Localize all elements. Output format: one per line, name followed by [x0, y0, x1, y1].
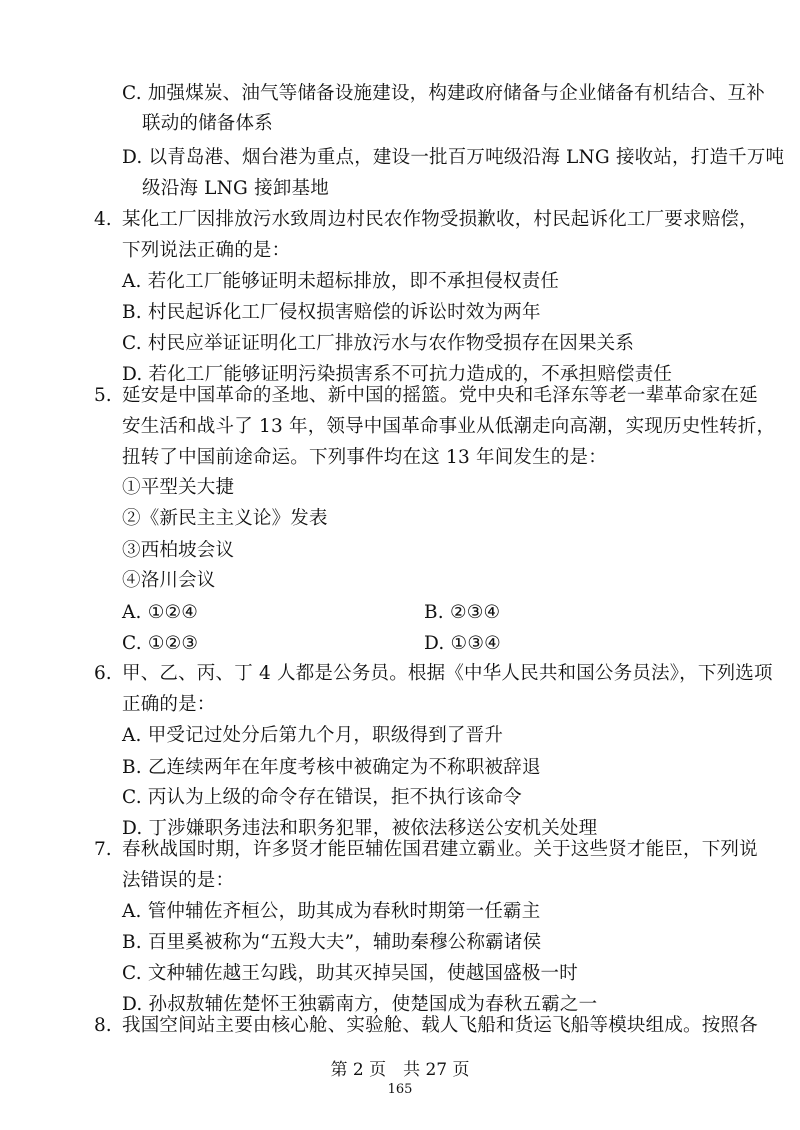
q5-option-b: B. ②③④ [424, 602, 501, 623]
q5-option-d: D. ①③④ [424, 633, 501, 654]
q7-option-b: B. 百里奚被称为“五羖大夫”，辅助秦穆公称霸诸侯 [122, 932, 542, 953]
q6-option-a: A. 甲受记过处分后第九个月，职级得到了晋升 [122, 725, 504, 746]
q4-option-a: A. 若化工厂能够证明未超标排放，即不承担侵权责任 [122, 271, 560, 292]
q3-option-d-line1: D. 以青岛港、烟台港为重点，建设一批百万吨级沿海 LNG 接收站，打造千万吨 [122, 147, 785, 168]
q5-number: 5. [94, 385, 112, 406]
q6-stem-line2: 正确的是： [122, 694, 216, 715]
q7-option-d: D. 孙叔敖辅佐楚怀王独霸南方，使楚国成为春秋五霸之一 [122, 994, 598, 1015]
q4-option-d: D. 若化工厂能够证明污染损害系不可抗力造成的，不承担赔偿责任 [122, 364, 673, 385]
q4-number: 4. [94, 209, 112, 230]
q4-stem-line1: 某化工厂因排放污水致周边村民农作物受损歉收，村民起诉化工厂要求赔偿， [122, 209, 758, 230]
q5-stem-line1: 延安是中国革命的圣地、新中国的摇篮。党中央和毛泽东等老一辈革命家在延 [122, 385, 758, 406]
q8-stem-line1: 我国空间站主要由核心舱、实验舱、载人飞船和货运飞船等模块组成。按照各 [122, 1015, 758, 1036]
q7-option-a: A. 管仲辅佐齐桓公，助其成为春秋时期第一任霸主 [122, 901, 541, 922]
q5-item-4: ④洛川会议 [122, 570, 216, 591]
q5-item-1: ①平型关大捷 [122, 477, 235, 498]
q3-option-c-line2: 联动的储备体系 [142, 113, 273, 134]
q7-option-c: C. 文种辅佐越王勾践，助其灭掉吴国，使越国盛极一时 [122, 963, 578, 984]
q7-stem-line2: 法错误的是： [122, 870, 235, 891]
q4-stem-line2: 下列说法正确的是： [122, 240, 291, 261]
q6-stem-line1: 甲、乙、丙、丁 4 人都是公务员。根据《中华人民共和国公务员法》，下列选项 [122, 663, 773, 684]
q6-option-b: B. 乙连续两年在年度考核中被确定为不称职被辞退 [122, 757, 541, 778]
q4-option-c: C. 村民应举证证明化工厂排放污水与农作物受损存在因果关系 [122, 333, 635, 354]
q7-number: 7. [94, 839, 112, 860]
q6-option-c: C. 丙认为上级的命令存在错误，拒不执行该命令 [122, 787, 522, 808]
q7-stem-line1: 春秋战国时期，许多贤才能臣辅佐国君建立霸业。关于这些贤才能臣，下列说 [122, 839, 758, 860]
q8-number: 8. [94, 1015, 112, 1036]
q5-stem-line3: 扭转了中国前途命运。下列事件均在这 13 年间发生的是： [122, 447, 607, 468]
q5-stem-line2: 安生活和战斗了 13 年，领导中国革命事业从低潮走向高潮，实现历史性转折， [122, 416, 776, 437]
q3-option-c-line1: C. 加强煤炭、油气等储备设施建设，构建政府储备与企业储备有机结合、互补 [122, 83, 765, 104]
q6-number: 6. [94, 663, 112, 684]
q4-option-b: B. 村民起诉化工厂侵权损害赔偿的诉讼时效为两年 [122, 302, 541, 323]
q5-item-3: ③西柏坡会议 [122, 540, 235, 561]
q6-option-d: D. 丁涉嫌职务违法和职务犯罪，被依法移送公安机关处理 [122, 818, 598, 839]
q5-option-c: C. ①②③ [122, 633, 199, 654]
q5-option-a: A. ①②④ [122, 602, 199, 623]
q5-item-2: ②《新民主主义论》发表 [122, 508, 328, 529]
q3-option-d-line2: 级沿海 LNG 接卸基地 [142, 178, 329, 199]
page-label: 第 2 页 共 27 页 [330, 1060, 470, 1080]
page-number: 165 [387, 1082, 413, 1097]
